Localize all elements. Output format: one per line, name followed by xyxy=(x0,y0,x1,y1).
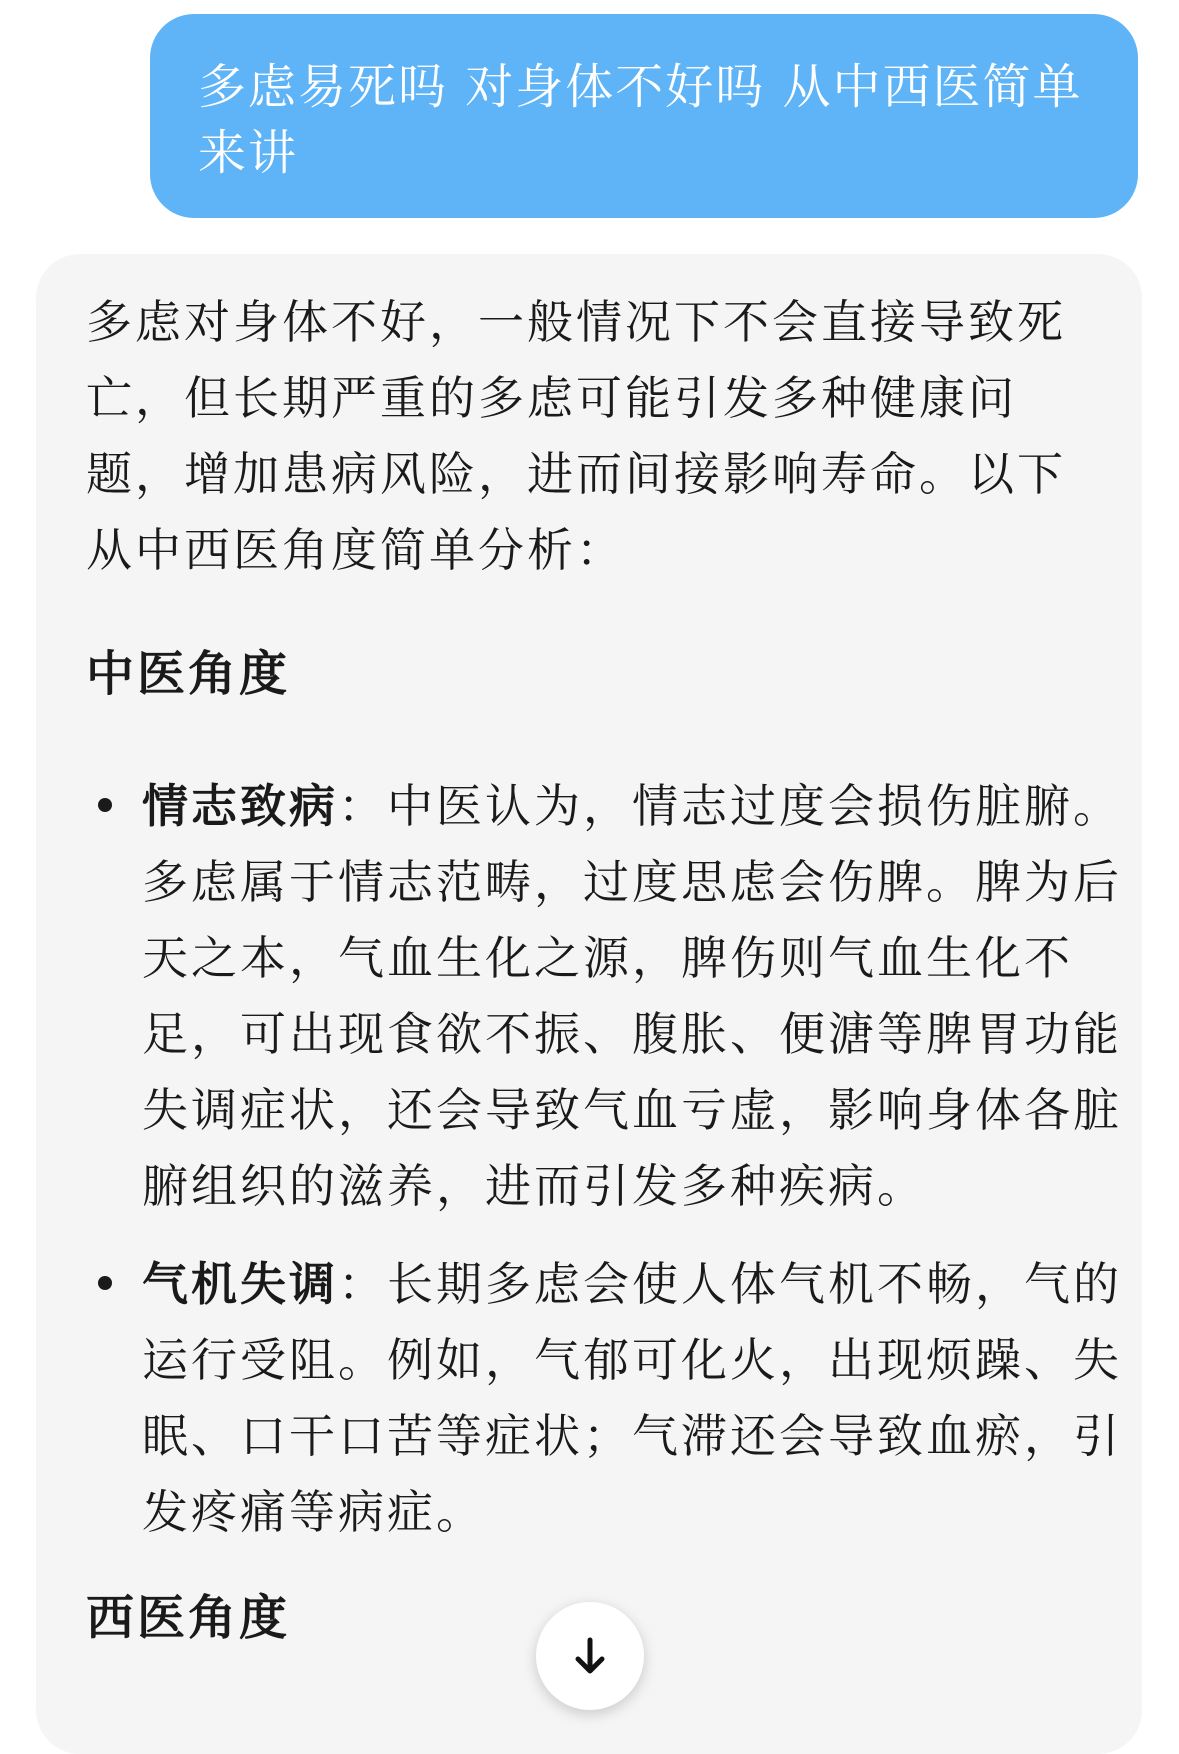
bullet-term: 气机失调 xyxy=(142,1257,338,1311)
bullet-dot-icon xyxy=(98,1276,112,1290)
scroll-to-bottom-button[interactable] xyxy=(536,1602,644,1710)
assistant-answer-card xyxy=(36,254,1142,1754)
bullet-text: ：中医认为，情志过度会损伤脏腑。多虑属于情志范畴，过度思虑会伤脾。脾为后天之本，气血生化之源，脾伤则气血生化不足，可出现食欲不振、腹胀、便溏等脾胃功能失调症状，还会导致气血亏虚，影响身体各脏腑组织的滋养，进而引发多种疾病。 xyxy=(142,779,1122,1213)
user-message-bubble xyxy=(150,14,1138,218)
answer-intro: 多虑对身体不好，一般情况下不会直接导致死亡，但长期严重的多虑可能引发多种健康问题，增加患病风险，进而间接影响寿命。以下从中西医角度简单分析： xyxy=(86,295,1066,577)
list-item xyxy=(86,768,1142,1224)
bullet-text: ：长期多虑会使人体气机不畅，气的运行受阻。例如，气郁可化火，出现烦躁、失眠、口干口苦等症状；气滞还会导致血瘀，引发疼痛等病症。 xyxy=(142,1257,1122,1539)
section-title-western: 西医角度 xyxy=(86,1590,291,1646)
section-title-tcm: 中医角度 xyxy=(86,646,291,702)
tcm-bullet-list xyxy=(86,768,1142,1550)
arrow-down-icon xyxy=(568,1634,612,1678)
list-item xyxy=(86,1246,1142,1550)
bullet-term: 情志致病 xyxy=(142,779,338,833)
user-message-text: 多虑易死吗 对身体不好吗 从中西医简单来讲 xyxy=(198,59,1083,181)
bullet-dot-icon xyxy=(98,798,112,812)
